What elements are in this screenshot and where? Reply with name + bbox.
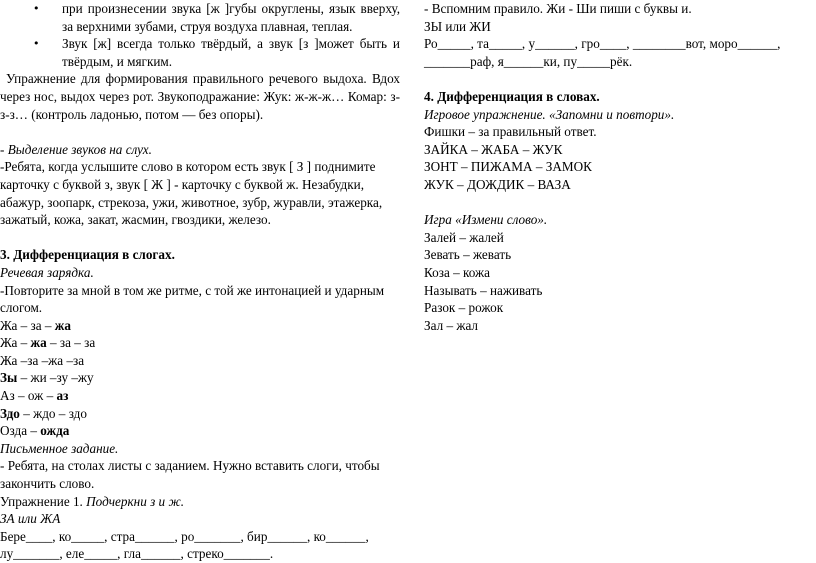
syl-text: Жа – за –: [0, 317, 55, 333]
section-3-paragraph: -Повторите за мной в том же ритме, с той же интонацией и ударным слогом.: [0, 282, 385, 316]
syllable-line: [0, 317, 400, 335]
exercise-paragraph: Упражнение для формирования правильного речевого выдоха. Вдох через нос, выдох через рот. Звукоподражание: Жук: ж-ж-ж… Комар: з-з-з… (контроль ладонью, потом — без опоры).: [0, 71, 400, 122]
word-pair: Зал – жал: [424, 317, 479, 333]
exercise-1-label: Упражнение 1.: [0, 493, 87, 509]
syllable-line: [0, 422, 400, 440]
syl-bold: Здо: [0, 405, 20, 421]
game-2-title: Игра «Измени слово».: [424, 212, 548, 228]
zy-zhi-line: _______раф, я______ки, пу_____рёк.: [424, 53, 633, 69]
word-row: ЗОНТ – ПИЖАМА – ЗАМОК: [424, 159, 592, 175]
word-pair: Называть – наживать: [424, 282, 543, 298]
syl-text: Озда –: [0, 423, 41, 439]
syl-text: Жа –: [0, 335, 31, 351]
syl-text: – ждо – здо: [19, 405, 87, 421]
syl-bold: жа: [54, 317, 71, 333]
syl-text: Аз – ож –: [0, 388, 57, 404]
syllable-line: [0, 369, 400, 387]
syl-bold: ожда: [40, 423, 70, 439]
section-3-title: 3. Дифференциация в слогах.: [0, 247, 175, 263]
hearing-dash: -: [0, 141, 8, 157]
section-4-title: 4. Дифференциация в словах.: [424, 88, 600, 104]
syl-text: Жа –за –жа –за: [0, 352, 85, 368]
rule-line: - Вспомним правило. Жи - Ши пиши с буквы и.: [424, 1, 692, 16]
syllable-line: [0, 352, 400, 370]
exercise-1-line: Бере____, ко_____, стра______, ро_______, бир______, ко______,: [0, 528, 369, 544]
section-3-subtitle: Речевая зарядка.: [0, 264, 94, 280]
syllable-line: [0, 405, 400, 423]
bullet-item: • при произнесении звука [ж ]губы округлены, язык вверху, за верхними зубами, струя воздуха плавная, теплая.: [0, 0, 400, 35]
zy-zhi-line: Ро_____, та_____, у______, гро____, ________вот, моро______,: [424, 36, 781, 52]
exercise-1-title: [0, 493, 400, 511]
bullet-item: • Звук [ж] всегда только твёрдый, а звук [з ]может быть и твёрдым, и мягким.: [0, 35, 400, 70]
chips-line: Фишки – за правильный ответ.: [424, 124, 597, 140]
syl-text: – жи –зу –жу: [17, 370, 94, 386]
syl-bold: Зы: [0, 370, 18, 386]
syl-bold: жа: [30, 335, 47, 351]
zy-zhi-title: ЗЫ или ЖИ: [424, 18, 491, 34]
word-pair: Коза – кожа: [424, 264, 490, 280]
word-row: ЗАЙКА – ЖАБА – ЖУК: [424, 141, 563, 157]
word-pair: Зевать – жевать: [424, 247, 512, 263]
left-column: [0, 0, 400, 563]
hearing-title: [0, 141, 400, 159]
hearing-title-text: Выделение звуков на слух.: [7, 141, 152, 157]
syllable-line: [0, 387, 400, 405]
word-pair: Залей – жалей: [424, 229, 504, 245]
exercise-1-subtitle: ЗА или ЖА: [0, 511, 61, 527]
hearing-paragraph: -Ребята, когда услышите слово в котором есть звук [ З ] поднимите карточку с буквой з, звук [ Ж ] - карточку с буквой ж. Незабудки, абажур, зоопарк, стрекоза, ужи, животное, зубр, журавли, этажерка, зажатый, кожа, закат, жасмин, гвоздики, железо.: [0, 159, 383, 228]
syllable-line: [0, 334, 400, 352]
written-task-title: Письменное задание.: [0, 440, 119, 456]
right-column: [424, 0, 804, 334]
written-task-paragraph: - Ребята, на столах листы с заданием. Нужно вставить слоги, чтобы закончить слово.: [0, 458, 380, 492]
exercise-1-instruction: Подчеркни з и ж.: [86, 493, 185, 509]
word-row: ЖУК – ДОЖДИК – ВАЗА: [424, 176, 571, 192]
exercise-1-line: лу_______, еле_____, гла______, стреко_______.: [0, 546, 274, 562]
word-pair: Разок – рожок: [424, 300, 504, 316]
syl-bold: аз: [56, 388, 69, 404]
syl-text: – за – за: [46, 335, 96, 351]
section-4-game: Игровое упражнение. «Запомни и повтори».: [424, 106, 675, 122]
